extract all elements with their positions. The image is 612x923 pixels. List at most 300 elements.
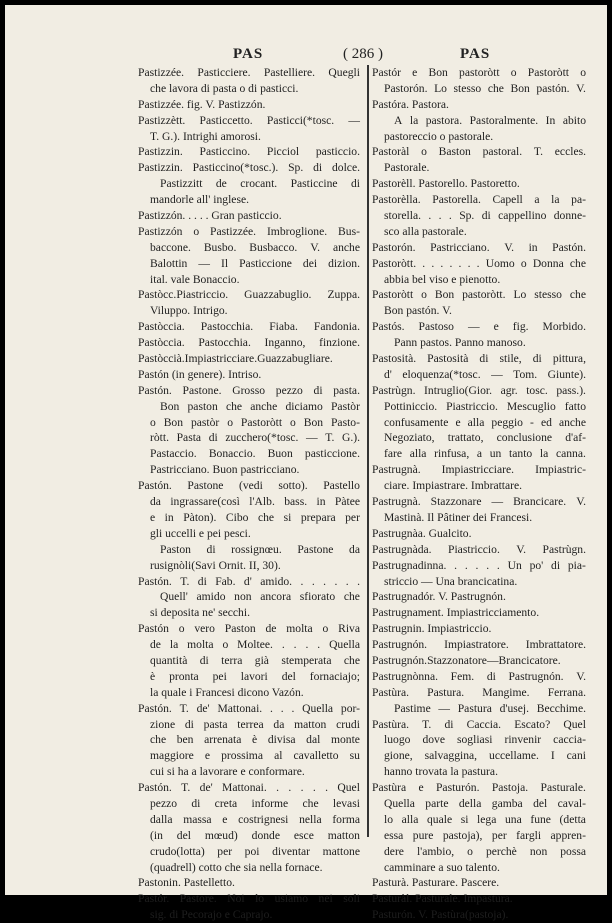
word: amido. [260, 574, 293, 588]
word: Pastocchia. [200, 320, 254, 334]
word: della [458, 796, 482, 810]
word: quale [426, 812, 453, 826]
word: V. [576, 669, 586, 683]
text-line [372, 717, 586, 733]
line-text: pastoreccio o pastorale. [384, 129, 494, 143]
word: Pastrugnadinna. [372, 558, 447, 572]
text-line [372, 240, 586, 256]
word: non [234, 590, 252, 604]
word: Pàton). [183, 510, 217, 524]
line-text: la quale i Francesi dicono Vazón. [150, 685, 304, 699]
word: molta [187, 638, 214, 652]
text-line [138, 351, 360, 367]
word: . [280, 701, 284, 715]
text-line [138, 192, 360, 208]
word: Pàtee [334, 495, 360, 509]
word: o [150, 415, 156, 429]
word: zucchero(*tosc. [225, 431, 299, 445]
word: Pastorón. [384, 81, 428, 95]
word: Quel [563, 717, 586, 731]
word: Giunte). [547, 367, 586, 381]
word: eccles. [554, 145, 586, 159]
text-line [138, 605, 360, 621]
word: Pastoja. [491, 781, 529, 795]
word: vero [194, 622, 215, 636]
word: Pastón. [138, 701, 172, 715]
word: Quella [384, 796, 415, 810]
word: Inganno, [264, 336, 306, 350]
line-text: gli uccelli e pei pesci. [150, 526, 251, 540]
word: . [454, 558, 458, 572]
word: fig. [512, 320, 529, 334]
word: appren- [550, 828, 586, 842]
word: Pasticcetto. [199, 113, 253, 127]
text-line [138, 526, 360, 542]
word: A [394, 113, 403, 127]
word: anche [558, 415, 586, 429]
text-line [372, 351, 586, 367]
word: caccia- [553, 733, 586, 747]
text-line [138, 240, 360, 256]
right-column [372, 65, 586, 923]
word: . [431, 256, 435, 270]
word: pasta [203, 717, 228, 731]
word: T. [181, 781, 191, 795]
word: canna. [555, 447, 586, 461]
word: gamba [491, 796, 523, 810]
text-line [372, 621, 586, 637]
word: cappellino [498, 209, 547, 223]
word: Pastoròtt [527, 66, 570, 79]
text-line [372, 478, 586, 494]
word: creta [214, 796, 238, 810]
word: sotto). [278, 479, 308, 493]
text-line [138, 669, 360, 685]
text-line [372, 462, 586, 478]
word: per [217, 844, 233, 858]
word: paston [187, 399, 218, 413]
word: al [274, 749, 283, 763]
text-line [138, 828, 360, 844]
text-line [372, 97, 586, 113]
word: Paston [224, 622, 256, 636]
word: massa [183, 812, 212, 826]
word: Pastoralmente. [469, 113, 539, 127]
word: Pastone. [182, 383, 222, 397]
word: Pastrùgn. [542, 542, 586, 556]
word: T. [180, 574, 190, 588]
word: fornaciajo; [309, 669, 360, 683]
word: Pastrugnònna. [372, 669, 439, 683]
word: fare [384, 447, 403, 461]
word: fatto [564, 399, 586, 413]
line-text: abbia bel viso e pienotto. [384, 272, 501, 286]
word: la [409, 113, 419, 127]
word: dove [422, 733, 445, 747]
word: ingrassare(così [170, 495, 240, 509]
word: prossima [221, 749, 263, 763]
line-text: si deposita ne' secchi. [150, 606, 250, 620]
line-text: sig. di Pecorajo e Caprajo. [150, 908, 273, 922]
word: costrignesi [238, 812, 289, 826]
word: di [444, 717, 454, 731]
word: por- [340, 701, 360, 715]
word: cani [566, 749, 586, 763]
word: Pastór [372, 66, 401, 79]
word: Il [220, 256, 229, 270]
word: . [475, 558, 479, 572]
word: si [460, 812, 469, 826]
word: Pastricciano. [430, 240, 490, 254]
word: (in [150, 828, 163, 842]
word: de [150, 638, 161, 652]
word: Balottin [150, 256, 188, 270]
word: . [311, 574, 315, 588]
word: una [504, 812, 522, 826]
word: . [476, 256, 480, 270]
text-line [138, 335, 360, 351]
line-text: T. G.). Intrighi amorosi. [150, 129, 261, 143]
word: . [323, 574, 327, 588]
word: Pasturón. [435, 781, 480, 795]
word: dal [306, 733, 321, 747]
text-line [138, 875, 360, 891]
word: in [316, 495, 326, 509]
word: Pasturale. [540, 781, 586, 795]
text-line [372, 256, 586, 272]
line-text: che lavora di pasta o di pasticci. [150, 81, 299, 95]
word: Fab. [215, 574, 236, 588]
word: crudo(lotta) [150, 844, 205, 858]
text-line [372, 367, 586, 383]
left-column [138, 65, 360, 923]
word: pa- [571, 193, 586, 207]
text-line [138, 717, 360, 733]
text-line [372, 748, 586, 764]
word: e [455, 415, 461, 429]
word: stile, [499, 352, 522, 366]
word: . [486, 558, 490, 572]
word: Pasticciere. [197, 66, 251, 79]
word: Busbo. [203, 240, 237, 254]
word: Pastosità. [372, 352, 417, 366]
text-line [138, 494, 360, 510]
word: Brancicare. [513, 495, 567, 509]
text-line [372, 129, 586, 145]
word: di [479, 352, 489, 366]
line-text: cui si ha a lavorare e conformare. [150, 765, 305, 779]
word: Pastùra. [372, 717, 410, 731]
line-text: Pastricciano. Buon pastricciano. [150, 463, 300, 477]
text-line [138, 415, 360, 431]
word: nei [318, 892, 333, 906]
word: T. [533, 145, 544, 159]
text-line [138, 732, 360, 748]
word: stesso [534, 288, 562, 302]
word: matton [327, 828, 360, 842]
word: per [345, 510, 360, 524]
line-text: Mastinà. Il Pâtiner dei Francesi. [384, 510, 533, 524]
word: caval- [557, 796, 586, 810]
word: agr. [500, 383, 518, 397]
word: . [325, 781, 329, 795]
word: Pastaccio. [150, 447, 197, 461]
word: . [300, 781, 304, 795]
line-text: Pastrugnament. Impiastricciamento. [372, 606, 540, 620]
word: o [222, 638, 229, 652]
word: eloquenza(*tosc. [402, 367, 481, 381]
text-line [138, 287, 360, 303]
line-text: Viluppo. Intrigo. [150, 304, 228, 318]
word: in [528, 240, 538, 254]
word: . [440, 256, 444, 270]
line-text: striccio — Una brancicatina. [384, 574, 518, 588]
word: Piastriccio. [446, 399, 498, 413]
line-text: Pasturàl. Pasturale. Impastura. [372, 892, 513, 906]
word: o [510, 66, 517, 79]
word: Negoziato, [384, 431, 435, 445]
text-line [138, 367, 360, 383]
word: Mangime. [482, 685, 530, 699]
word: de [215, 177, 227, 191]
word: trattato, [447, 431, 484, 445]
word: a [534, 193, 540, 207]
word: — [467, 320, 480, 334]
text-line [372, 415, 586, 431]
word: donde [251, 828, 280, 842]
word: mœud) [204, 828, 238, 842]
word: . [496, 558, 500, 572]
word: di [551, 558, 561, 572]
text-line [372, 113, 586, 129]
word: parte [425, 796, 449, 810]
word: e [412, 66, 418, 79]
text-line [138, 844, 360, 860]
word: d' [243, 574, 252, 588]
word: tosc. [526, 383, 548, 397]
word: . [305, 638, 309, 652]
word: pasticcione. [304, 447, 360, 461]
text-line [372, 828, 586, 844]
word: da [150, 495, 161, 509]
word: uccellame. [489, 749, 539, 763]
text-line [138, 558, 360, 574]
word: Morbido. [542, 320, 586, 334]
word: Pastoso [418, 320, 454, 334]
word: ancora [260, 590, 292, 604]
text-line [372, 844, 586, 860]
word: anche [332, 240, 360, 254]
word: Tom. [513, 367, 538, 381]
word: . [291, 701, 295, 715]
word: stesso [453, 81, 482, 95]
word: conclusione [496, 431, 553, 445]
text-line [372, 81, 586, 97]
word: monte [330, 733, 360, 747]
word: cavalletto [293, 749, 339, 763]
line-text: Pastrugnin. Impiastriccio. [372, 622, 492, 636]
word: Quell' [160, 590, 188, 604]
line-text: Pastorale. [384, 161, 430, 175]
word: . [449, 256, 453, 270]
word: Pastón. [138, 781, 172, 795]
text-line [138, 224, 360, 240]
word: forma [332, 812, 360, 826]
word: di [206, 542, 216, 556]
word: fargli [516, 828, 542, 842]
word: Pastizzón [138, 224, 183, 238]
text-line [138, 462, 360, 478]
text-line [138, 160, 360, 176]
word: Pastùra [372, 781, 407, 795]
text-line [372, 907, 586, 923]
word: confusamente [384, 415, 449, 429]
word: luogo [384, 733, 411, 747]
text-line [372, 303, 586, 319]
word: Pastime [394, 701, 431, 715]
word: non [529, 844, 548, 858]
word: dere [384, 844, 404, 858]
word: . [458, 256, 462, 270]
word: o [193, 224, 200, 238]
word: Picciol [266, 145, 300, 159]
word: Fandonia. [313, 320, 360, 334]
text-line [138, 383, 360, 399]
word: fune [530, 812, 551, 826]
word: Pastello [323, 479, 360, 493]
word: V. [516, 542, 527, 556]
text-line [372, 796, 586, 812]
word: . [428, 209, 432, 223]
word: - [530, 415, 534, 429]
word: Pastoròtt [372, 288, 414, 302]
word: Caccia. [466, 717, 502, 731]
text-line [138, 144, 360, 160]
word: . [317, 638, 321, 652]
word: Pastizzin. [138, 145, 183, 159]
word: gione, [384, 749, 413, 763]
word: mattone [322, 844, 360, 858]
word: pasta. [333, 383, 360, 397]
word: Busbacco. [249, 240, 298, 254]
word: quantità [150, 653, 188, 667]
text-line [138, 256, 360, 272]
word: Bus- [338, 224, 360, 238]
word: (vedi [239, 479, 263, 493]
word: Pastón. [138, 383, 172, 397]
text-line [138, 319, 360, 335]
word: . [438, 209, 442, 223]
word: anche [250, 399, 278, 413]
word: Bonaccio. [208, 447, 256, 461]
word: Pastizzée. [138, 66, 185, 79]
word: poi [244, 844, 260, 858]
text-line [372, 160, 586, 176]
word: crudi [336, 717, 360, 731]
text-line [138, 621, 360, 637]
word: stemperata [281, 653, 332, 667]
word: Pasta [176, 431, 202, 445]
text-line [138, 907, 360, 923]
word: l'ambio, [416, 844, 455, 858]
word: Noi [227, 892, 245, 906]
word: l'Alb. [249, 495, 275, 509]
word: Pastizzitt [160, 177, 203, 191]
word: d'af- [565, 431, 586, 445]
word: Pastocchia. [198, 336, 251, 350]
line-text: mandorle all' inglese. [150, 193, 249, 207]
word: lo [384, 812, 394, 826]
word: Capell [492, 193, 523, 207]
text-line [372, 732, 586, 748]
line-text: Pastóra. Pastora. [372, 97, 449, 111]
line-text: Pasturón. V. Pastùra(pastoja). [372, 908, 509, 922]
word: Mattonai. [222, 781, 267, 795]
word: possa [560, 844, 586, 858]
text-line [372, 208, 586, 224]
text-line [372, 399, 586, 415]
word: de' [199, 781, 213, 795]
word: rinvenir [504, 733, 542, 747]
word: la [169, 638, 179, 652]
word: pezzo [275, 383, 303, 397]
word: matton [294, 717, 327, 731]
text-line [138, 478, 360, 494]
word: V. [576, 81, 586, 95]
word: rinfusa, [434, 447, 470, 461]
word: amido [196, 590, 226, 604]
word: o [322, 622, 329, 636]
word: lo [255, 892, 265, 906]
word: di [481, 209, 491, 223]
text-line [138, 65, 360, 81]
word: pure [412, 828, 434, 842]
text-line [138, 208, 360, 224]
word: o [580, 66, 586, 79]
word: pastora. [425, 113, 463, 127]
line-text: hanno trovata la pastura. [384, 765, 498, 779]
word: informe [251, 796, 289, 810]
word: abito [562, 113, 586, 127]
word: Pastoròtt. [372, 256, 417, 270]
word: Sp. [459, 209, 475, 223]
text-line [372, 685, 586, 701]
word: Pastura [457, 701, 492, 715]
word: Donna [532, 256, 564, 270]
text-line [372, 812, 586, 828]
word: Pastore. [179, 892, 217, 906]
word: già [254, 653, 269, 667]
word: Pasticcino(*tosc.). [192, 161, 279, 175]
word: la [551, 193, 560, 207]
word: Bon [428, 66, 448, 79]
word: Bon [434, 288, 455, 302]
word: lavori [240, 669, 268, 683]
word: usiamo [274, 892, 309, 906]
text-line [372, 494, 586, 510]
word: che [225, 399, 243, 413]
word: Pastura. [427, 685, 465, 699]
word: di [532, 352, 542, 366]
word: salvaggina, [424, 749, 478, 763]
word: T. [325, 431, 335, 445]
word: terrea [237, 717, 264, 731]
text-line [138, 860, 360, 876]
word: un [489, 447, 502, 461]
word: T. [179, 701, 189, 715]
text-line [372, 574, 586, 590]
word: levasi [332, 796, 360, 810]
